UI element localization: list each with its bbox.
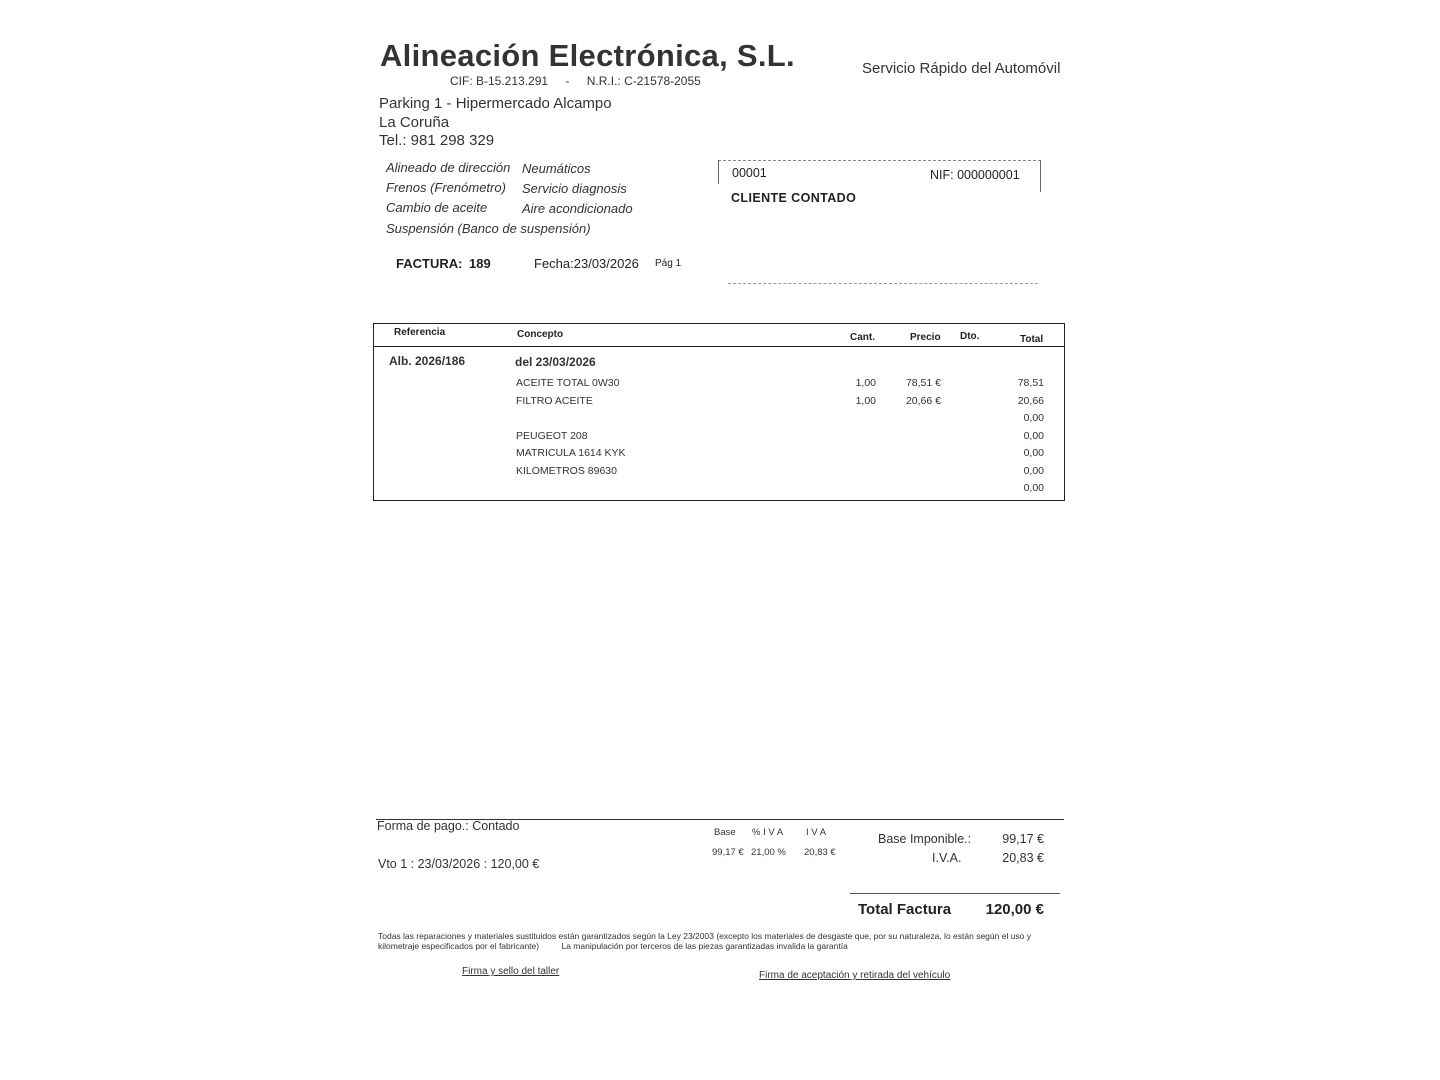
row-total: 20,66 [1017, 394, 1044, 407]
tax-iva-value: 20,83 € [804, 847, 836, 858]
phone: Tel.: 981 298 329 [379, 132, 495, 149]
address-line-1: Parking 1 - Hipermercado Alcampo [379, 95, 612, 112]
table-row [374, 377, 1064, 394]
id-separator: - [565, 74, 570, 88]
col-concepto: Concepto [517, 329, 564, 340]
row-total: 0,00 [1023, 447, 1044, 459]
base-imponible-label: Base Imponible.: [878, 832, 972, 846]
table-row [374, 395, 1064, 412]
service-1: Alineado de dirección [386, 160, 511, 175]
service-2: Frenos (Frenómetro) [386, 180, 506, 195]
tax-base-value: 99,17 € [712, 847, 744, 858]
row-precio: 20,66 € [905, 394, 941, 407]
acceptance-signature-label: Firma de aceptación y retirada del vehículo [759, 970, 951, 981]
albaran-date: del 23/03/2026 [515, 355, 596, 369]
tax-header-iva: I V A [806, 827, 827, 838]
client-box [718, 160, 1041, 284]
col-cant: Cant. [850, 332, 875, 343]
table-row [374, 465, 1064, 482]
service-5: Servicio diagnosis [522, 181, 627, 196]
col-dto: Dto. [960, 331, 980, 342]
table-row [374, 482, 1064, 499]
due-date: Vto 1 : 23/03/2026 : 120,00 € [378, 857, 540, 871]
company-address [379, 95, 612, 151]
company-name: Alineación Electrónica, S.L. [380, 38, 795, 73]
payment-method: Forma de pago.: Contado [377, 819, 520, 833]
service-4: Neumáticos [522, 161, 591, 176]
row-cant: 1,00 [855, 394, 876, 407]
service-6: Aire acondicionado [522, 201, 633, 216]
invoice-table [373, 323, 1065, 501]
workshop-signature-label: Firma y sello del taller [462, 966, 560, 977]
col-precio: Precio [910, 332, 941, 343]
nri: N.R.I.: C-21578-2055 [586, 74, 701, 88]
albaran-ref: Alb. 2026/186 [389, 354, 466, 368]
invoice-date: Fecha:23/03/2026 [534, 256, 639, 271]
row-total: 0,00 [1023, 482, 1044, 494]
legal-text-2: La manipulación por terceros de las piezas garantizadas invalida la garantía [561, 941, 848, 951]
row-concepto: MATRICULA 1614 KYK [516, 447, 626, 459]
legal-text-1: Todas las reparaciones y materiales sustituidos están garantizados según la Ley 23/2003 (excepto los materiales de desgaste que, por su naturaleza, lo están según el uso y kilometraje especificados por el fabricante) [378, 931, 1032, 951]
service-7: Suspensión (Banco de suspensión) [386, 221, 591, 236]
tax-header-base: Base [714, 827, 736, 838]
row-total: 0,00 [1023, 412, 1044, 424]
total-value: 120,00 € [985, 901, 1044, 918]
company-ids [450, 74, 715, 88]
table-header [374, 324, 1064, 347]
row-precio: 78,51 € [905, 377, 941, 389]
factura-number: 189 [469, 256, 491, 271]
iva-label: I.V.A. [932, 851, 962, 865]
total-label: Total Factura [858, 901, 952, 918]
row-cant: 1,00 [855, 377, 876, 389]
legal-notice [378, 931, 1068, 951]
base-imponible-value: 99,17 € [1002, 832, 1044, 846]
table-row [374, 430, 1064, 447]
row-concepto: FILTRO ACEITE [516, 394, 593, 407]
row-concepto: PEUGEOT 208 [516, 429, 588, 442]
service-3: Cambio de aceite [386, 200, 488, 215]
factura-label: FACTURA: [396, 256, 463, 271]
client-nif: NIF: 000000001 [930, 168, 1020, 182]
row-total: 0,00 [1023, 464, 1044, 477]
row-total: 78,51 [1017, 377, 1044, 389]
row-concepto: KILOMETROS 89630 [516, 464, 617, 477]
tax-header-pct: % I V A [752, 827, 784, 838]
client-name: CLIENTE CONTADO [731, 191, 857, 205]
tax-pct-value: 21,00 % [751, 847, 786, 858]
iva-value: 20,83 € [1002, 851, 1044, 865]
company-tagline: Servicio Rápido del Automóvil [862, 60, 1061, 77]
table-row [374, 412, 1064, 429]
row-concepto: ACEITE TOTAL 0W30 [516, 377, 620, 389]
page-number: Pág 1 [655, 258, 682, 269]
address-line-2: La Coruña [379, 113, 450, 131]
total-divider [850, 893, 1060, 894]
client-code: 00001 [732, 166, 767, 180]
col-total: Total [1020, 334, 1044, 345]
row-total: 0,00 [1023, 429, 1044, 442]
table-row [374, 447, 1064, 464]
cif: CIF: B-15.213.291 [450, 74, 549, 88]
col-referencia: Referencia [394, 327, 446, 338]
